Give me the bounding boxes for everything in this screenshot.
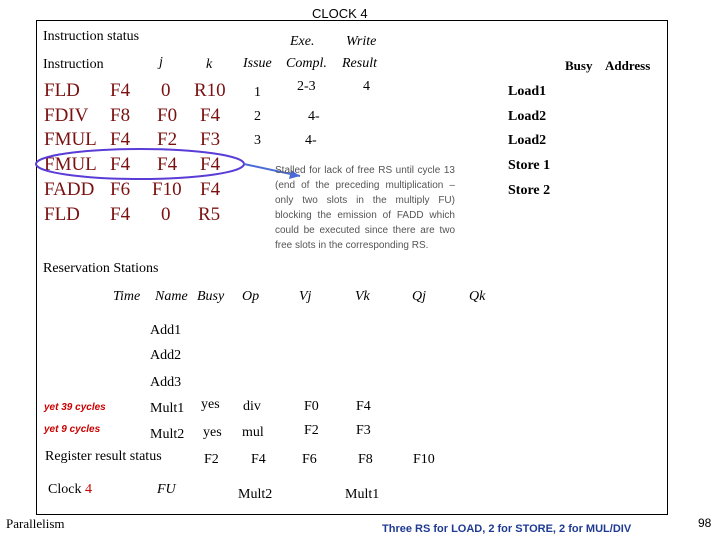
instr-exe: 4-: [305, 133, 317, 148]
instr-dest: F4: [110, 204, 131, 225]
instr-k: F4: [200, 179, 221, 200]
busy-header: Busy: [565, 58, 593, 73]
rs-busy: yes: [203, 425, 222, 440]
instr-k: F4: [200, 105, 221, 126]
instr-j: F0: [157, 105, 178, 126]
instr-k: F3: [200, 129, 221, 150]
rs-vj: F0: [304, 399, 319, 414]
clock-value: 4: [84, 482, 92, 497]
register-name: F2: [204, 452, 219, 467]
instr-exe: 2-3: [297, 79, 316, 94]
rs-name: Add1: [150, 323, 182, 338]
instr-issue: 3: [254, 133, 261, 148]
instr-op: FADD: [44, 179, 95, 200]
load-store-unit: Store 2: [508, 183, 551, 198]
clock-title: CLOCK 4: [312, 6, 368, 21]
rs-name: Mult1: [150, 401, 185, 416]
instr-dest: F8: [110, 105, 131, 126]
time-header: Time: [113, 289, 141, 304]
rs-vj: F2: [304, 423, 319, 438]
register-result-label: Register result status: [45, 449, 162, 464]
qk-header: Qk: [469, 289, 486, 304]
instr-j: 0: [161, 204, 171, 225]
instr-issue: 1: [254, 85, 261, 100]
instr-dest: F6: [110, 179, 131, 200]
stall-note: Stalled for lack of free RS until cycle 13 (end of the preceding multiplication – only two slots in the multiply FU) blocking the emission of FADD which could be executed since there are two free slots in the corresponding RS.: [275, 165, 455, 251]
rs-remaining-cycles: yet 9 cycles: [44, 424, 101, 435]
rs-name: Add2: [150, 348, 182, 363]
rs-vk: F3: [356, 423, 371, 438]
load-store-unit: Load1: [508, 84, 547, 99]
op-header: Op: [242, 289, 260, 304]
rs-remaining-cycles: yet 39 cycles: [44, 402, 106, 413]
vj-header: Vj: [299, 289, 312, 304]
rs-name: Mult2: [150, 427, 185, 442]
instr-j: F10: [152, 179, 182, 200]
register-name: F6: [302, 452, 317, 467]
compl-header: Compl.: [286, 56, 327, 71]
vk-header: Vk: [355, 289, 370, 304]
exe-header: Exe.: [290, 34, 315, 49]
instr-k: F4: [200, 154, 221, 175]
clock-label-text: Clock: [48, 482, 82, 497]
instr-j: 0: [161, 80, 171, 101]
k-header: k: [206, 57, 213, 72]
rs-op: div: [243, 399, 261, 414]
instr-op: FMUL: [44, 154, 97, 175]
result-header: Result: [342, 56, 377, 71]
j-header: j: [159, 55, 163, 70]
address-header: Address: [605, 58, 651, 73]
footer-center: Three RS for LOAD, 2 for STORE, 2 for MUL/DIV: [382, 523, 632, 535]
footer-left: Parallelism: [6, 516, 65, 531]
rs-vk: F4: [356, 399, 371, 414]
register-name: F10: [413, 452, 435, 467]
instr-dest: F4: [110, 80, 131, 101]
instruction-status-label: Instruction status: [43, 29, 140, 44]
instr-op: FLD: [44, 204, 80, 225]
page-number: 98: [698, 516, 712, 530]
fu-label: FU: [157, 482, 176, 497]
instr-op: FMUL: [44, 129, 97, 150]
instr-k: R5: [198, 204, 221, 225]
instr-write: 4: [363, 79, 370, 94]
register-name: F4: [251, 452, 266, 467]
issue-header: Issue: [243, 56, 272, 71]
load-store-unit: Store 1: [508, 158, 551, 173]
rs-op: mul: [242, 425, 264, 440]
instr-dest: F4: [110, 129, 131, 150]
load-store-unit: Load2: [508, 133, 547, 148]
instruction-header: Instruction: [43, 57, 104, 72]
instr-issue: 2: [254, 109, 261, 124]
stall-highlight-oval: [36, 149, 244, 179]
rs-busy: yes: [201, 397, 220, 412]
instr-dest: F4: [110, 154, 131, 175]
load-store-unit: Load2: [508, 109, 547, 124]
rs-name: Add3: [150, 375, 182, 390]
instr-j: F4: [157, 154, 178, 175]
fu-value-f4: Mult2: [238, 487, 273, 502]
register-name: F8: [358, 452, 373, 467]
write-header: Write: [346, 34, 377, 49]
qj-header: Qj: [412, 289, 426, 304]
instr-op: FDIV: [44, 105, 89, 126]
busy-rs-header: Busy: [197, 289, 225, 304]
reservation-stations-label: Reservation Stations: [43, 261, 159, 276]
instr-j: F2: [157, 129, 178, 150]
clock-label: [48, 482, 92, 498]
instr-exe: 4-: [308, 109, 320, 124]
fu-value-f8: Mult1: [345, 487, 380, 502]
instr-k: R10: [194, 80, 226, 101]
instr-op: FLD: [44, 80, 80, 101]
name-header: Name: [155, 289, 188, 304]
